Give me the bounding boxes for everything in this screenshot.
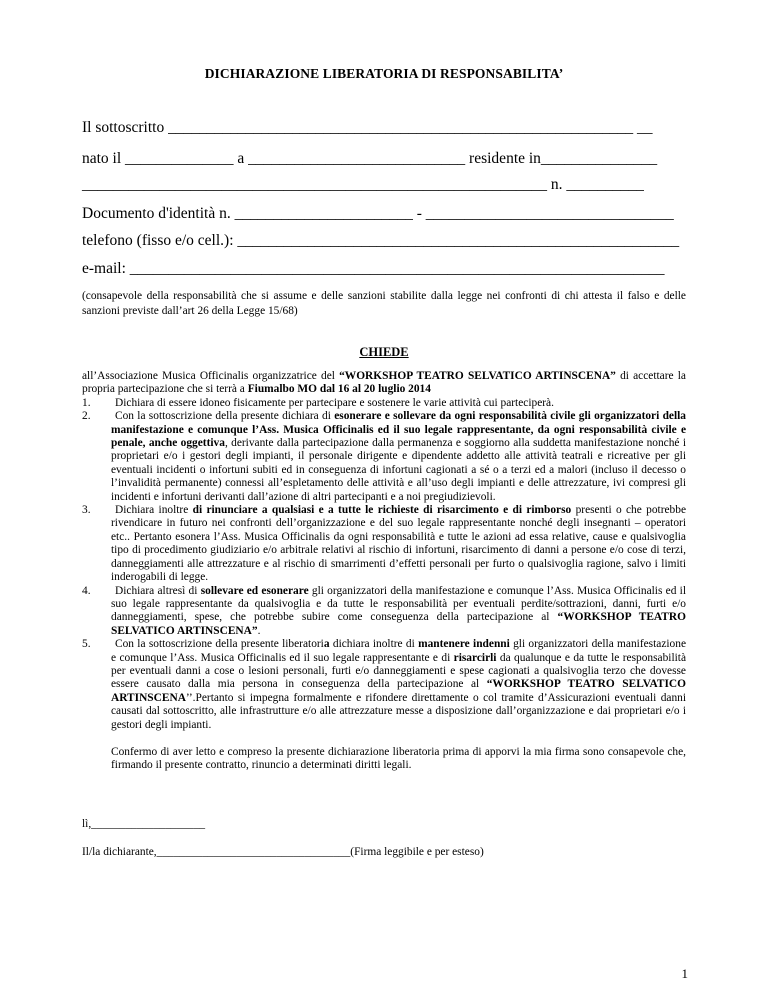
item-number: 1. <box>82 396 91 409</box>
item-number: 2. <box>82 410 91 423</box>
awareness-note: (consapevole della responsabilità che si assume e delle sanzioni stabilite dalla legge nei confronti di chi attesta il falso e delle sanzioni previste dall’art 26 della Legge 15/68) <box>82 290 686 317</box>
intro-location-date: Fiumalbo MO dal 16 al 20 luglio 2014 <box>247 383 431 396</box>
document-title: DICHIARAZIONE LIBERATORIA DI RESPONSABILITA’ <box>204 66 564 81</box>
item-bold-text: “WORKSHOP TEATRO SELVATICO ARTINSCENA <box>111 678 686 704</box>
item-text: , derivante dalla partecipazione dalla permanenza e soggiorno alla suddetta manifestazione nonché i proprietari e/o i gestori degli impianti, il personale dirigente e dipendente addetto alle attività teatrali e ricreative per gli eventuali incidenti o infortuni subiti ed in conseguenza di infortuni cagionati a sé o a terzi ed a malori (incluso il decesso o l’invalidità permanente) connessi all’espletamento delle attività e all’uso degli impianti e delle attrezzature, ivi compresi gli incidenti e infortuni derivanti dall’azione di altri partecipanti e a noi pregiudizievoli. <box>111 437 686 503</box>
field-sottoscritto[interactable]: Il sottoscritto ____________________________________________________________ __ <box>82 119 653 136</box>
item-bold-text: sollevare ed esonerare <box>200 584 309 597</box>
item-text: Con la sottoscrizione della presente liberatori <box>115 638 324 651</box>
field-indirizzo[interactable]: ____________________________________________________________ n. __________ <box>82 176 644 193</box>
item-text: ’’.Pertanto si impegna formalmente e rifondere direttamente o col tramite d’Assicurazioni eventuali danni causati dal sottoscritto, alle infrastrutture e/o alle attrezzature messe a disposizione dall’organizzazione e dai proprietari e/o i gestori degli impianti. <box>111 691 686 731</box>
item-bold-text: a <box>323 638 330 651</box>
section-heading: CHIEDE <box>359 345 409 359</box>
item-text: gli organizzatori della manifestazione e comunque l’Ass. Musica Officinalis ed il suo legale rappresentante e di <box>111 638 686 664</box>
intro-event-name: “WORKSHOP TEATRO SELVATICO ARTINSCENA” <box>339 370 616 382</box>
field-nascita-residenza[interactable]: nato il ______________ a ____________________________ residente in_______________ <box>82 150 658 167</box>
item-bold-text: mantenere indenni <box>418 638 510 651</box>
field-email[interactable]: e-mail: _____________________________________________________________________ <box>82 260 665 277</box>
item-bold-text: esonerare e sollevare da ogni responsabilità civile gli organizzatori della manifestazione e comunque l’Ass. Musica Officinalis ed il suo legale rappresentante, da ogni responsabilità civile e penale, anche oggettiva <box>111 410 686 450</box>
item-text: Dichiara altresì di <box>115 584 201 597</box>
list-item-5 <box>82 638 686 732</box>
item-text: Dichiara inoltre <box>115 504 193 517</box>
list-item-1 <box>82 397 686 410</box>
confirm-paragraph: Confermo di aver letto e compreso la presente dichiarazione liberatoria prima di apporvi la mia firma sono consapevole che, firmando il presente contratto, rinuncio a determinati diritti legali. <box>111 745 686 772</box>
item-bold-text: “WORKSHOP TEATRO SELVATICO ARTINSCENA” <box>111 611 686 637</box>
item-number: 5. <box>82 638 91 651</box>
field-telefono[interactable]: telefono (fisso e/o cell.): _________________________________________________________ <box>82 232 680 249</box>
item-text: Dichiara di essere idoneo fisicamente per partecipare e sostenere le varie attività cui parteciperà. <box>115 396 554 409</box>
intro-text: all’Associazione Musica Officinalis organizzatrice del <box>82 370 340 382</box>
declaration-body <box>82 370 686 773</box>
item-number: 3. <box>82 504 91 517</box>
intro-text-2: di accettare la propria partecipazione che si terrà a <box>82 370 686 396</box>
list-item-2 <box>82 410 686 504</box>
item-text: Con la sottoscrizione della presente dichiara di <box>115 410 335 423</box>
item-bold-text: risarcirli <box>453 651 497 664</box>
item-number: 4. <box>82 584 91 597</box>
item-bold-text: di rinunciare a qualsiasi e a tutte le richieste di risarcimento e di rimborso <box>192 504 572 517</box>
item-text: da qualunque e da tutte le responsabilità per eventuali danni a cose o lesioni personali, furti e/o danneggiamenti e spese cagionati a qualsivoglia terzo che dovesse essere causato dalla mia persona in conseguenza della partecipazione al <box>111 651 687 691</box>
item-text: dichiara inoltre di <box>329 638 419 651</box>
list-item-3 <box>82 504 686 584</box>
item-text: gli organizzatori della manifestazione e comunque l’Ass. Musica Officinalis ed il suo legale rappresentante da qualsivoglia e da tutte le responsabilità per eventuali perdite/sottrazioni, danni, furti e/o danneggiamenti, spese, che potrebbe subire come conseguenza della partecipazione al <box>111 584 686 624</box>
page-number: 1 <box>681 966 688 981</box>
signature-field[interactable]: Il/la dichiarante,__________________________________(Firma leggibile e per esteso) <box>82 846 484 858</box>
item-text: presenti o che potrebbe rivendicare in futuro nei confronti dell’organizzazione e del suo legale rappresentante nonché degli insegnanti – operatori etc.. Pertanto esonera l’Ass. Musica Officinalis da ogni responsabilità e tutte le azioni ad essa relative, cause e qualsivoglia tipo di procedimento giudiziario e/o arbitrale relativi al rischio di infortuni, risarcimento di danni a persone e/o cose di terzi, danneggiamenti alle attrezzature e al rischio di smarrimenti d’effetti personali per furto o qualsivoglia ragione, salvo i limiti inderogabili di legge. <box>111 504 686 584</box>
intro-paragraph <box>82 370 686 397</box>
place-field[interactable]: lì,____________________ <box>82 818 206 830</box>
item-text: . <box>257 624 261 637</box>
list-item-4 <box>82 585 686 639</box>
field-documento[interactable]: Documento d'identità n. _______________________ - ________________________________ <box>82 205 674 222</box>
